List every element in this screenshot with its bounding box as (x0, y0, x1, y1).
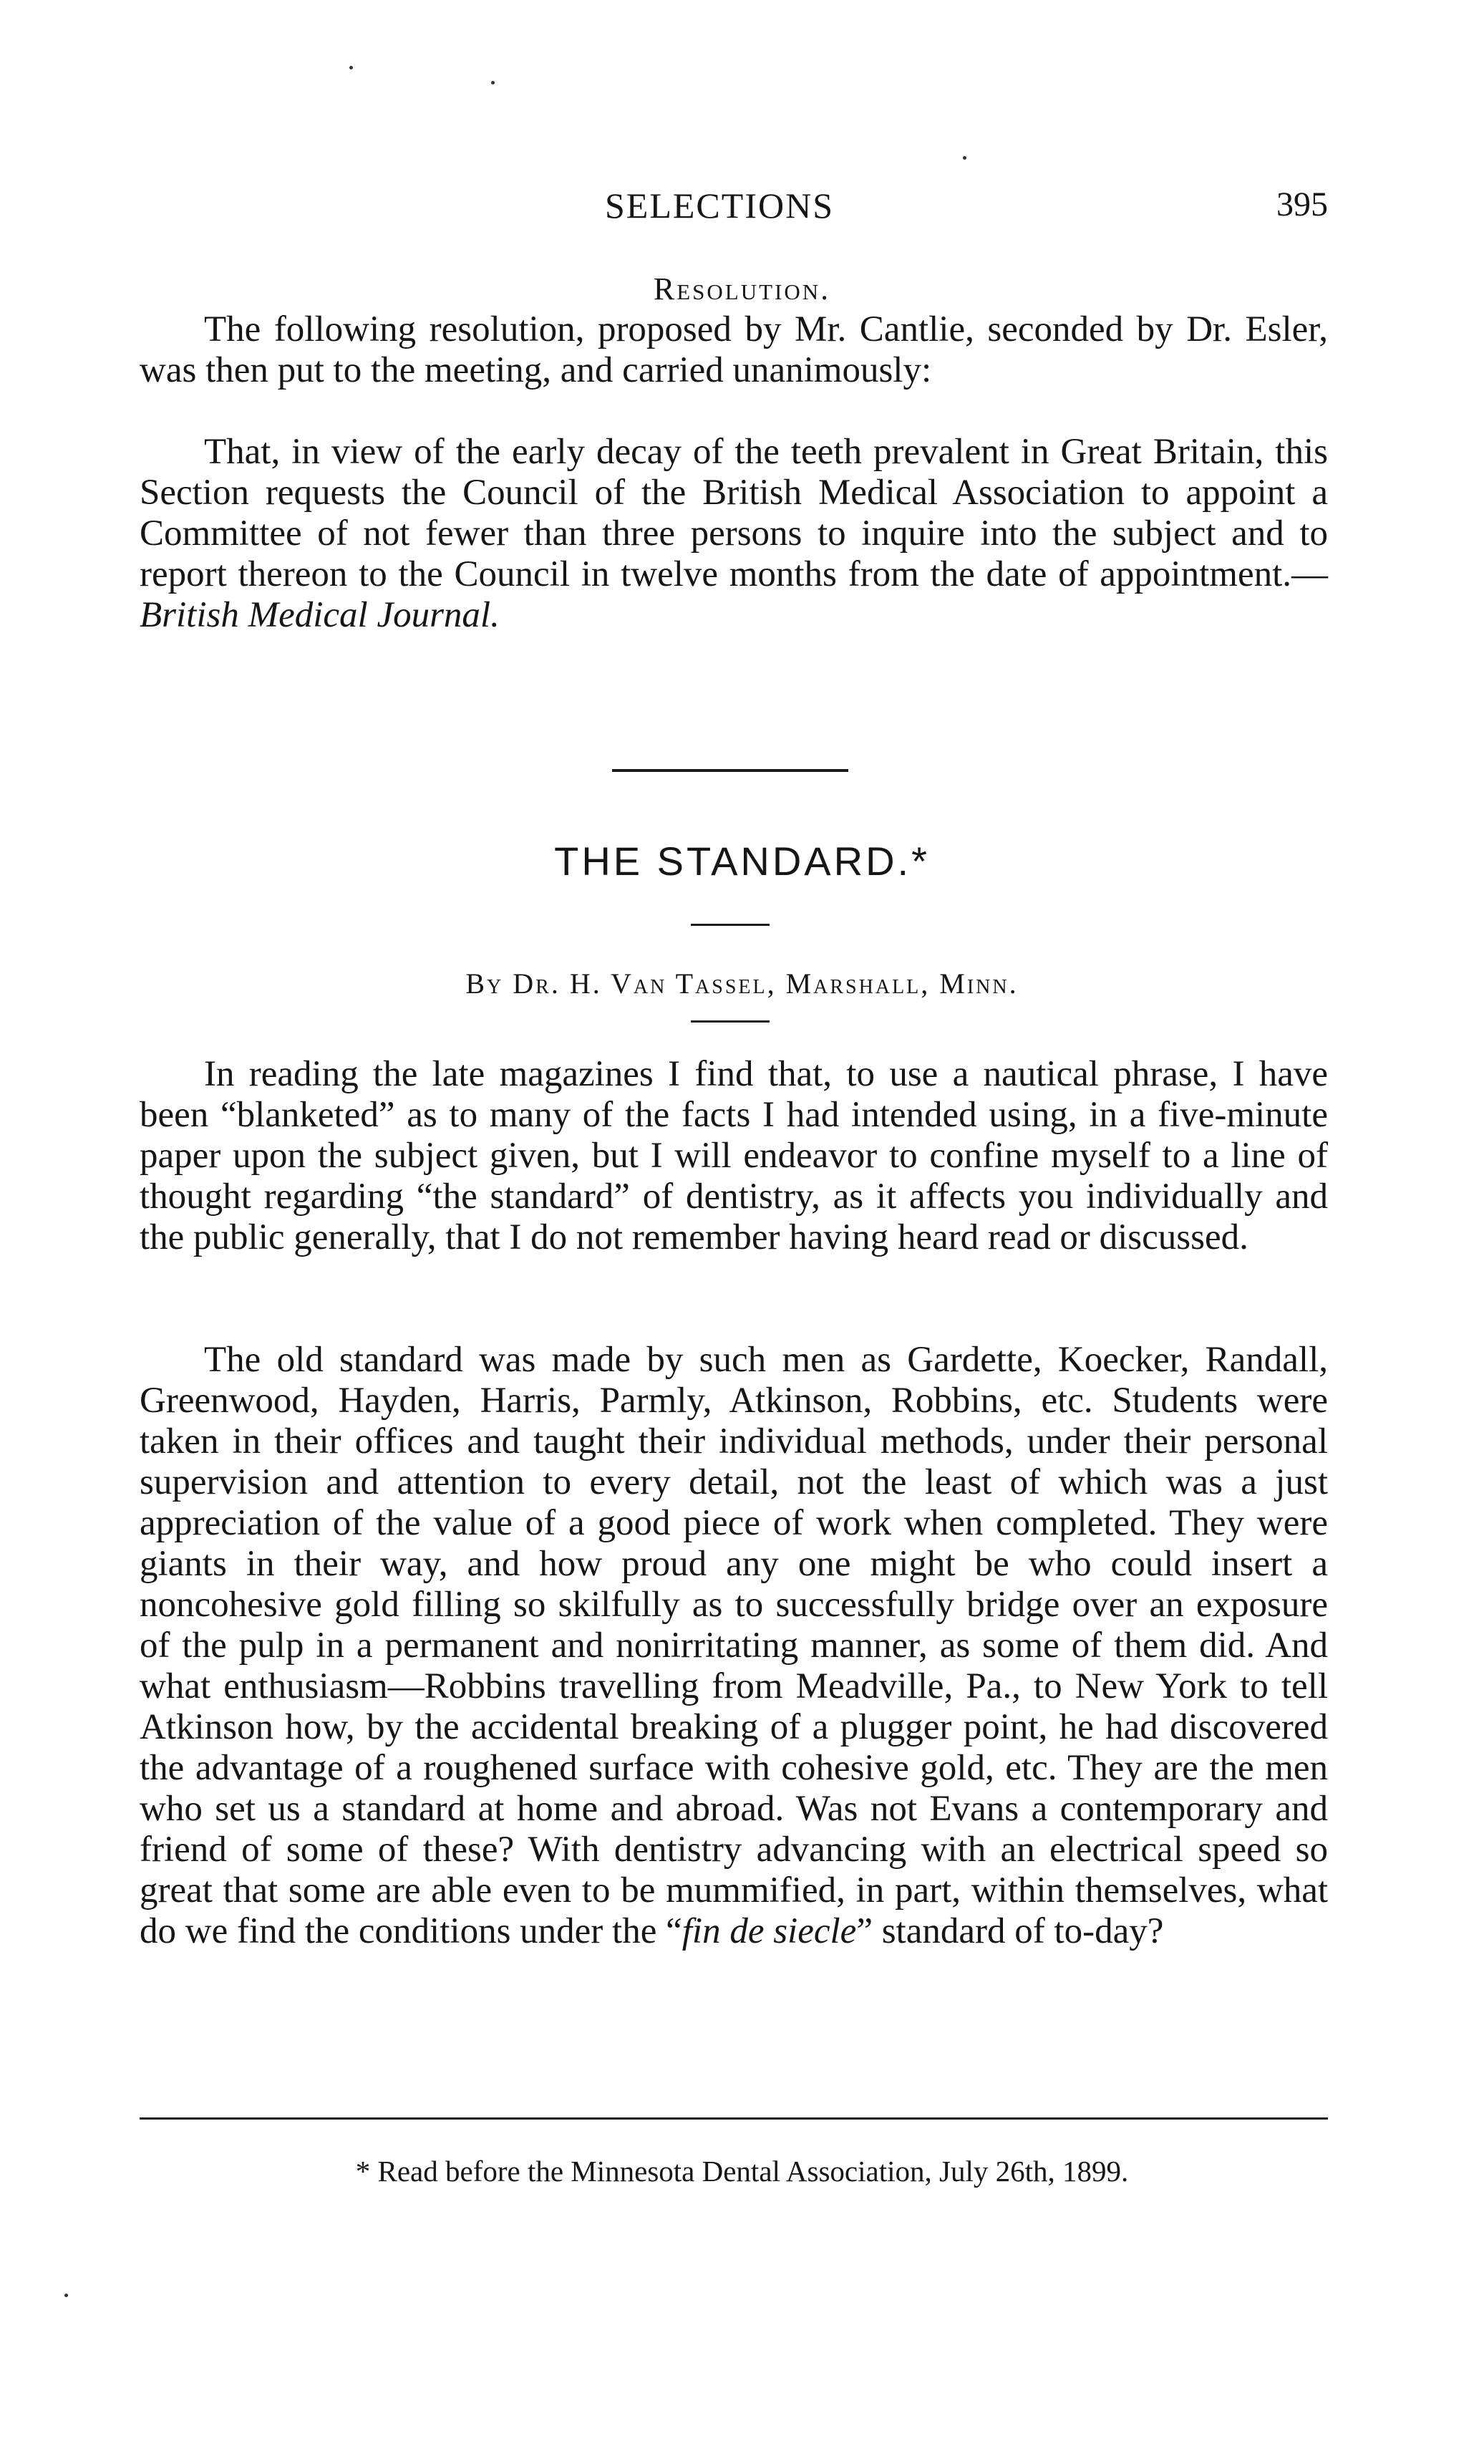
running-head (140, 185, 1328, 235)
source-citation: British Medical Journal. (140, 595, 500, 635)
footnote-rule (140, 2117, 1328, 2120)
section-divider-rule (612, 769, 848, 772)
resolution-text (140, 432, 1328, 636)
article-paragraph-2 (140, 1340, 1328, 1952)
scan-speck (349, 66, 353, 69)
scan-speck (963, 156, 966, 160)
title-rule (691, 924, 770, 926)
resolution-intro: The following resolution, proposed by Mr. Cantlie, seconded by Dr. Esler, was then put to the meeting, and carried unanimously: (140, 309, 1328, 390)
scan-speck (64, 2294, 68, 2297)
scan-speck (491, 81, 495, 84)
article-paragraph-1: In reading the late magazines I find that, to use a nautical phrase, I have been “blanketed” as to many of the facts I had intended using, in a five-minute paper upon the subject given, but I will endeavor to confine myself to a line of thought regarding “the standard” of dentistry, as it affects you individually and the public generally, that I do not remember having heard read or discussed. (140, 1054, 1328, 1257)
italic-phrase: fin de siecle (682, 1911, 857, 1951)
byline: By Dr. H. Van Tassel, Marshall, Minn. (465, 967, 1019, 1000)
page-number: 395 (1276, 185, 1328, 223)
running-title: SELECTIONS (605, 185, 834, 226)
article-title: THE STANDARD.* (554, 839, 930, 884)
paragraph-2-start: The old standard was made by such men as Gardette, Koecker, Randall, Greenwood, Hayden, Harris, Parmly, Atkinson, Robbins, etc. Students were taken in their offices and taught their individual methods, under their personal supervision and attention to every detail, not the least of which was a just appreciation of the value of a good piece of work when completed. They were giants in their way, and how proud any one might be who could insert a noncohesive gold filling so skilfully as to successfully bridge over an exposure of the pulp in a permanent and nonirritating manner, as some of them did. And what enthusiasm—Robbins travelling from Meadville, Pa., to New York to tell Atkinson how, by the accidental breaking of a plugger point, he had discovered the advantage of a roughened surface with cohesive gold, etc. They are the men who set us a standard at home and abroad. Was not Evans a contemporary and friend of some of these? With dentistry advancing with an electrical speed so great that some are able even to be mummified, in part, within themselves, what do we find the conditions under the “ (140, 1340, 1328, 1951)
byline-rule (691, 1020, 770, 1023)
footnote: * Read before the Minnesota Dental Association, July 26th, 1899. (355, 2155, 1129, 2188)
paragraph-2-end: ” standard of to-day? (856, 1911, 1164, 1951)
section-heading: Resolution. (653, 271, 831, 306)
resolution-body: That, in view of the early decay of the teeth prevalent in Great Britain, this Section requests the Council of the British Medical Association to appoint a Committee of not fewer than three persons to inquire into the subject and to report thereon to the Council in twelve months from the date of appointment.— (140, 432, 1328, 594)
